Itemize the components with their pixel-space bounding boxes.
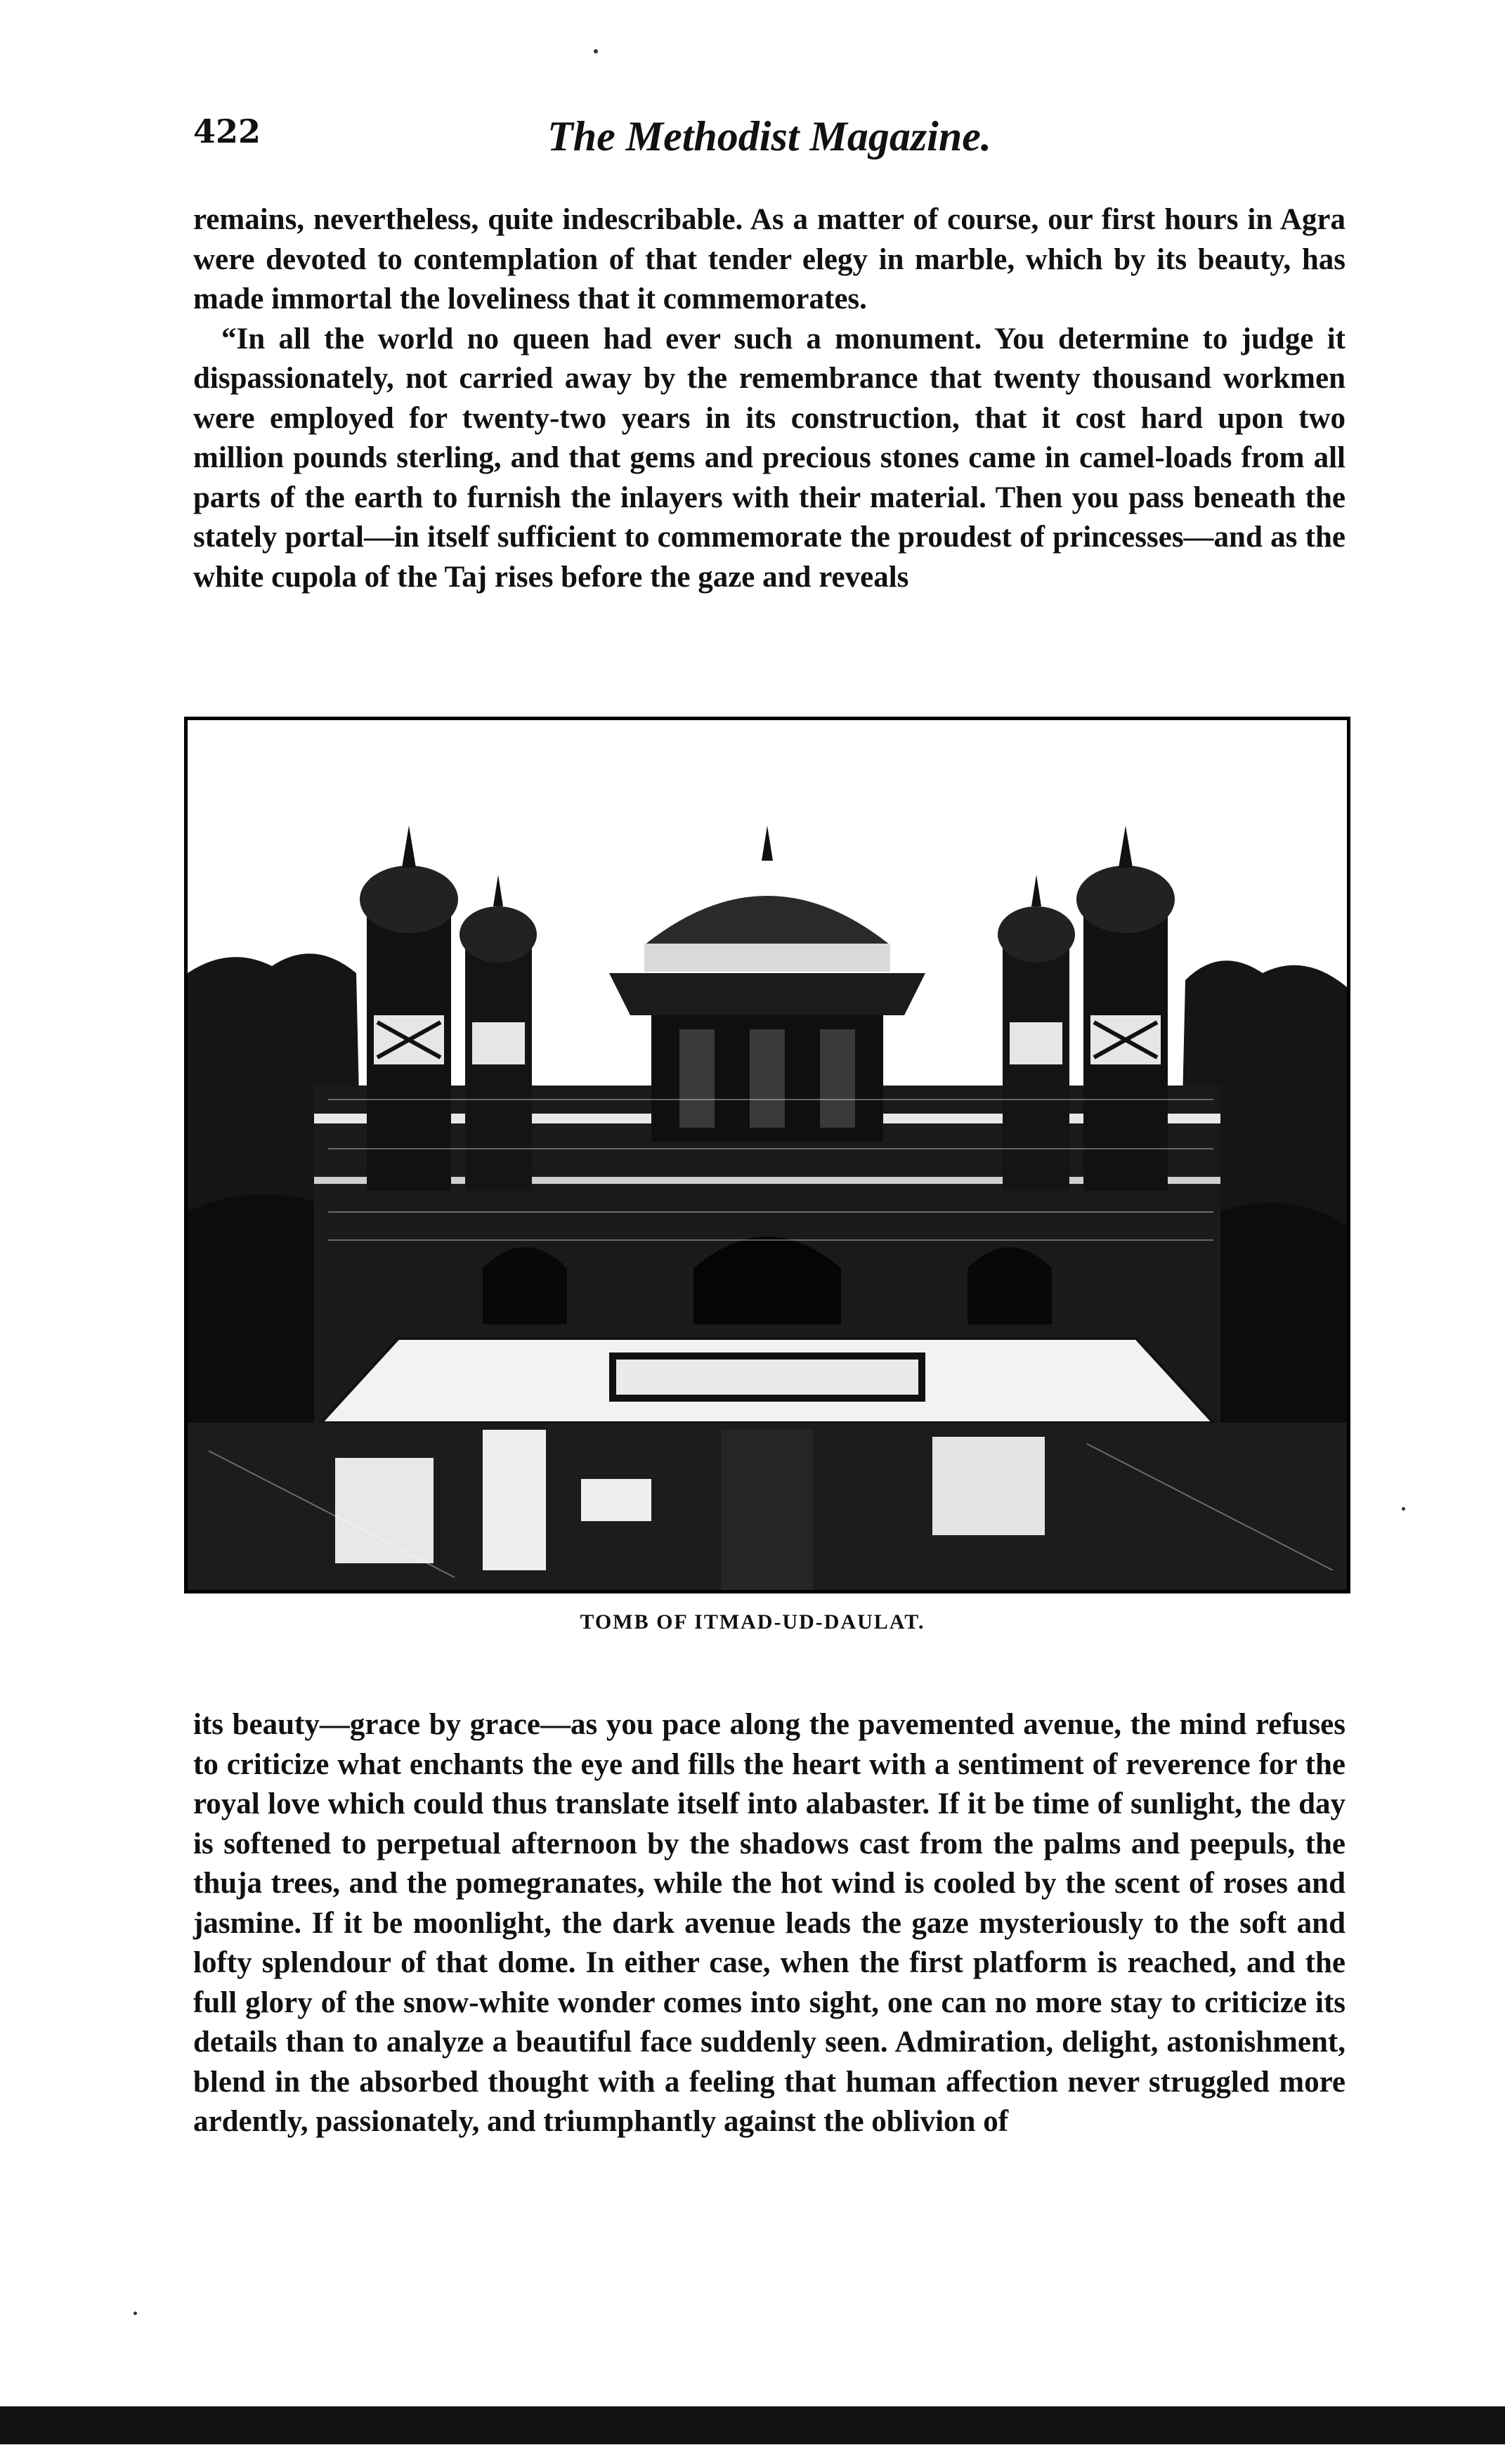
paragraph: its beauty—grace by grace—as you pace along the pavemented avenue, the mind refuses to criticize what enchants the eye and fills the heart with a sentiment of reverence for the royal love which could thus translate itself into alabaster. If it be time of sunlight, the day is softened to perpetual afternoon by the shadows cast from the palms and peepuls, the thuja trees, and the pomegranates, while the hot wind is cooled by the scent of roses and jasmine. If it be moonlight, the dark avenue leads the gaze mysteriously to the soft and lofty splendour of that dome. In either case, when the first platform is reached, and the full glory of the snow-white wonder comes into sight, one can no more stay to criticize its details than to analyze a beautiful face suddenly seen. Admiration, delight, astonishment, blend in the absorbed thought with a feeling that human affection never struggled more ardently, passionately, and triumphantly against the oblivion of: [193, 1708, 1346, 2138]
body-text-top: [193, 200, 1346, 597]
engraving-illustration: [184, 717, 1350, 1593]
tomb-engraving: [188, 720, 1347, 1590]
paragraph: “In all the world no queen had ever such a monument. You determine to judge it dispassionately, not carried away by the remembrance that twenty thousand workmen were employed for twenty-two years in its construction, that it cost hard upon two million pounds sterling, and that gems and precious stones came in camel-loads from all parts of the earth to furnish the inlayers with their material. Then you pass beneath the stately portal—in itself sufficient to commemorate the proudest of princesses—and as the white cupola of the Taj rises before the gaze and reveals: [193, 322, 1346, 594]
print-speck: [594, 49, 598, 53]
body-text-bottom: [193, 1705, 1346, 2142]
print-speck: [1402, 1507, 1405, 1511]
page-header: [193, 112, 1346, 169]
running-title: The Methodist Magazine.: [547, 113, 991, 159]
print-speck: [133, 2312, 137, 2315]
paragraph: remains, nevertheless, quite indescribable. As a matter of course, our first hours in Agra were devoted to contemplation of that tender elegy in marble, which by its beauty, has made immortal the loveliness that it commemorates.: [193, 203, 1346, 315]
scan-bottom-edge: [0, 2406, 1505, 2444]
page-number: 422: [193, 112, 261, 150]
figure-caption: TOMB OF ITMAD-UD-DAULAT.: [580, 1610, 925, 1634]
